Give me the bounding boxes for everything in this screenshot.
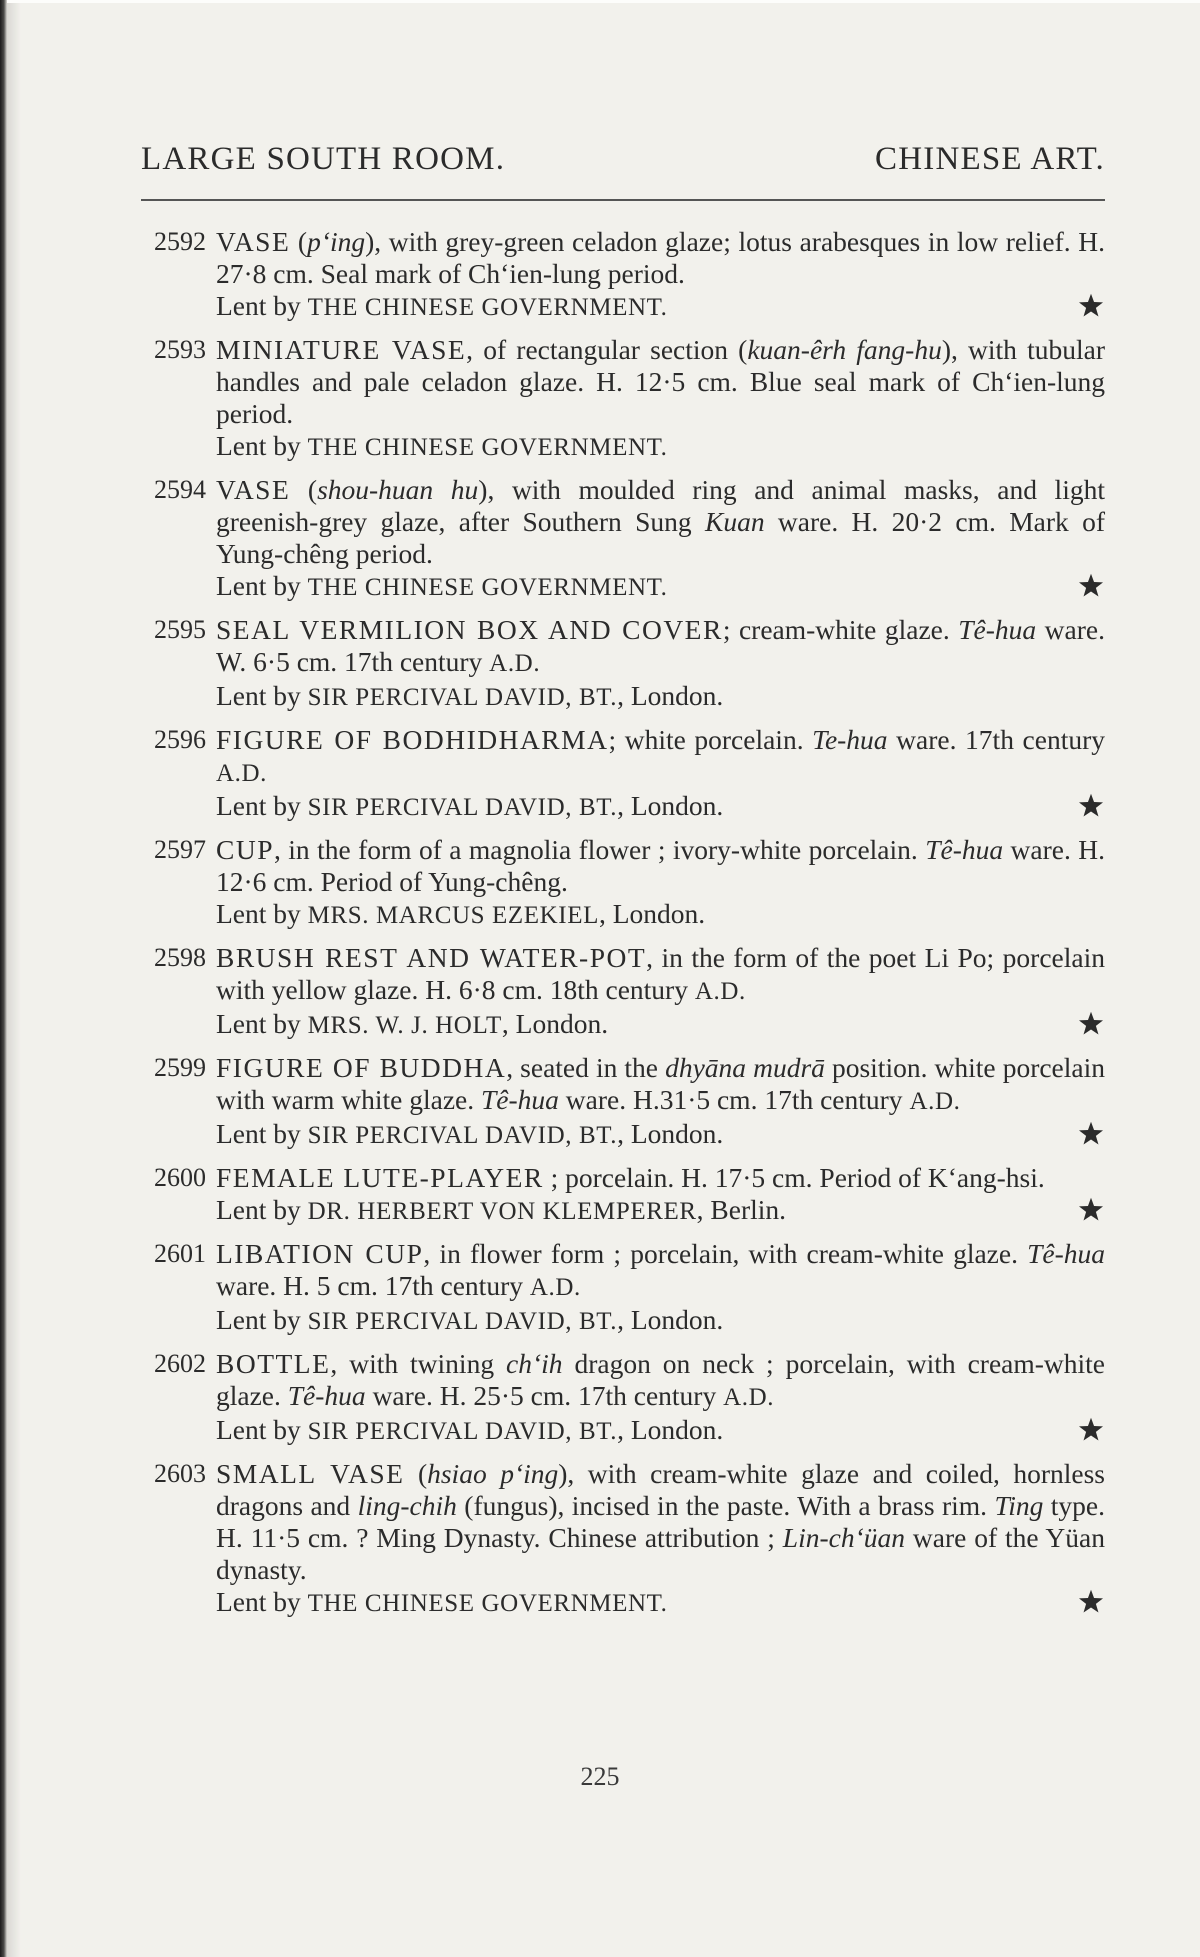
- entry-text: , with twining: [330, 1348, 507, 1379]
- entry-small-caps: A.D.: [489, 650, 541, 677]
- entry-title: BOTTLE: [216, 1348, 331, 1379]
- book-spine: [0, 0, 7, 1957]
- star-icon: [1077, 1416, 1105, 1444]
- entry-title: BRUSH REST AND WATER-POT: [216, 942, 647, 973]
- catalogue-entry: [126, 1162, 1105, 1228]
- entry-italic-term: Tê-hua: [287, 1380, 366, 1411]
- catalogue-entry: [126, 614, 1105, 714]
- entry-number: 2596: [154, 725, 206, 754]
- header-rule: [141, 199, 1105, 201]
- entry-text: , in the form of a magnolia flower ; ivory-white porcelain.: [274, 834, 926, 865]
- running-head: [141, 141, 1105, 181]
- entry-number: 2602: [154, 1349, 206, 1378]
- entry-small-caps: A.D.: [723, 1384, 775, 1411]
- catalogue-entry: [126, 1052, 1105, 1152]
- entry-number: 2592: [154, 227, 206, 256]
- entry-lender-line: [216, 790, 1105, 824]
- entry-italic-term: shou-huan hu: [317, 474, 479, 505]
- lent-by-label: Lent by: [216, 1194, 301, 1225]
- lender-name: SIR PERCIVAL DAVID, BT.: [307, 1308, 618, 1335]
- lent-by-label: Lent by: [216, 1586, 301, 1617]
- entry-text: ware. H. 20·2 cm. Mark of Yung-chêng period.: [216, 506, 1106, 569]
- catalogue-entries: [126, 226, 1105, 1630]
- lent-by-label: Lent by: [216, 790, 301, 821]
- entry-lender-line: [216, 1008, 1105, 1042]
- star-icon: [1077, 1588, 1105, 1616]
- entry-text: ware. H. 25·5 cm. 17th century: [365, 1380, 724, 1411]
- lender-name: MRS. W. J. HOLT: [307, 1012, 502, 1039]
- lender-name: SIR PERCIVAL DAVID, BT.: [307, 794, 618, 821]
- star-icon: [1077, 792, 1105, 820]
- entry-title: VASE: [216, 474, 291, 505]
- catalogue-entry: [126, 834, 1105, 932]
- lender-name: THE CHINESE GOVERNMENT.: [307, 1590, 668, 1617]
- star-icon: [1077, 1010, 1105, 1038]
- star-icon: [1077, 572, 1105, 600]
- catalogue-entry: [126, 1458, 1105, 1620]
- entry-title: FIGURE OF BUDDHA: [216, 1052, 507, 1083]
- entry-small-caps: A.D.: [694, 978, 746, 1005]
- catalogue-entry: [126, 474, 1105, 604]
- entry-title: CUP: [216, 834, 274, 865]
- lender-location: , London.: [617, 1304, 724, 1335]
- entry-italic-term: ch‘ih: [506, 1348, 563, 1379]
- entry-title: FEMALE LUTE-PLAYER: [216, 1162, 544, 1193]
- page-number: 225: [580, 1762, 620, 1791]
- lent-by-label: Lent by: [216, 680, 301, 711]
- entry-number: 2603: [154, 1459, 206, 1488]
- star-icon: [1077, 1196, 1105, 1224]
- entry-text: ), with cream-white glaze and coiled, hornless dragons and: [216, 1458, 1105, 1521]
- lent-by-label: Lent by: [216, 1414, 301, 1445]
- entry-text: ; cream-white glaze.: [722, 614, 959, 645]
- lender-name: SIR PERCIVAL DAVID, BT.: [307, 1122, 618, 1149]
- entry-text: (: [404, 1458, 428, 1489]
- entry-lender-line: [216, 680, 1105, 714]
- entry-title: FIGURE OF BODHIDHARMA: [216, 724, 609, 755]
- entry-small-caps: A.D.: [909, 1088, 961, 1115]
- entry-text: ), with tubular handles and pale celadon glaze. H. 12·5 cm. Blue seal mark of Ch‘ien-lung period.: [216, 334, 1105, 429]
- lender-name: SIR PERCIVAL DAVID, BT.: [307, 1418, 618, 1445]
- gutter-shadow: [7, 0, 21, 1957]
- entry-text: (: [290, 226, 308, 257]
- catalogue-entry: [126, 1348, 1105, 1448]
- entry-lender-line: [216, 430, 1105, 464]
- entry-small-caps: A.D.: [529, 1274, 581, 1301]
- catalogue-entry: [126, 942, 1105, 1042]
- running-head-left: LARGE SOUTH ROOM.: [141, 141, 506, 177]
- star-icon-glyph: [1077, 1196, 1105, 1224]
- lent-by-label: Lent by: [216, 1008, 301, 1039]
- entry-text: dragon on neck ; porcelain, with cream-white glaze.: [216, 1348, 1105, 1411]
- entry-italic-term: Kuan: [704, 506, 765, 537]
- entry-italic-term: Lin-ch‘üan: [782, 1522, 906, 1553]
- entry-lender-line: [216, 1194, 1105, 1228]
- entry-body: [216, 1458, 1105, 1620]
- star-icon-glyph: [1077, 792, 1105, 820]
- star-icon: [1077, 292, 1105, 320]
- entry-lender-line: [216, 1414, 1105, 1448]
- entry-text: ware. H.31·5 cm. 17th century: [558, 1084, 910, 1115]
- entry-number: 2600: [154, 1163, 206, 1192]
- entry-text: type. H. 11·5 cm. ? Ming Dynasty. Chinese attribution ;: [216, 1490, 1105, 1553]
- entry-body: [216, 474, 1105, 604]
- lender-name: SIR PERCIVAL DAVID, BT.: [307, 684, 618, 711]
- star-icon-glyph: [1077, 1120, 1105, 1148]
- entry-italic-term: p‘ing: [307, 226, 366, 257]
- page-top-edge: [7, 0, 1200, 3]
- entry-italic-term: ling-chih: [357, 1490, 457, 1521]
- entry-number: 2598: [154, 943, 206, 972]
- entry-number: 2593: [154, 335, 206, 364]
- star-icon: [1077, 1120, 1105, 1148]
- star-icon-glyph: [1077, 292, 1105, 320]
- entry-number: 2595: [154, 615, 206, 644]
- entry-lender-line: [216, 898, 1105, 932]
- entry-body: [216, 942, 1105, 1042]
- entry-italic-term: kuan-êrh fang-hu: [747, 334, 942, 365]
- entry-title: VASE: [216, 226, 291, 257]
- entry-text: ; white porcelain.: [608, 724, 813, 755]
- lender-name: THE CHINESE GOVERNMENT.: [307, 294, 668, 321]
- lender-location: , London.: [598, 898, 706, 929]
- entry-italic-term: dhyāna mudrā: [665, 1052, 825, 1083]
- entry-text: ), with grey-green celadon glaze; lotus arabesques in low relief. H. 27·8 cm. Seal mark of Ch‘ien-lung period.: [216, 226, 1105, 289]
- entry-italic-term: Tê-hua: [958, 614, 1037, 645]
- star-icon-glyph: [1077, 572, 1105, 600]
- entry-body: [216, 1162, 1105, 1228]
- entry-lender-line: [216, 1586, 1105, 1620]
- entry-text: ware. H. 5 cm. 17th century: [216, 1270, 530, 1301]
- lent-by-label: Lent by: [216, 898, 301, 929]
- entry-body: [216, 724, 1105, 824]
- lender-location: , London.: [501, 1008, 609, 1039]
- catalogue-entry: [126, 334, 1105, 464]
- entry-italic-term: Tê-hua: [480, 1084, 559, 1115]
- entry-text: ware. H. 12·6 cm. Period of Yung-chêng.: [216, 834, 1105, 897]
- entry-text: ware. W. 6·5 cm. 17th century: [216, 614, 1105, 677]
- entry-title: SEAL VERMILION BOX AND COVER: [216, 614, 723, 645]
- catalogue-entry: [126, 1238, 1105, 1338]
- entry-body: [216, 614, 1105, 714]
- entry-italic-term: Te-hua: [812, 724, 888, 755]
- entry-number: 2601: [154, 1239, 206, 1268]
- lent-by-label: Lent by: [216, 430, 301, 461]
- entry-text: position. white porcelain with warm white glaze.: [216, 1052, 1105, 1115]
- entry-text: (: [290, 474, 318, 505]
- entry-text: ware of the Yüan dynasty.: [216, 1522, 1105, 1585]
- lender-location: , London.: [617, 1414, 724, 1445]
- entry-text: (fungus), incised in the paste. With a brass rim.: [456, 1490, 995, 1521]
- entry-lender-line: [216, 1304, 1105, 1338]
- entry-number: 2594: [154, 475, 206, 504]
- star-icon-glyph: [1077, 1588, 1105, 1616]
- lent-by-label: Lent by: [216, 1304, 301, 1335]
- entry-body: [216, 1052, 1105, 1152]
- entry-body: [216, 1348, 1105, 1448]
- entry-text: ), with moulded ring and animal masks, and light greenish-grey glaze, after Southern Sung: [216, 474, 1105, 537]
- entry-italic-term: Tê-hua: [925, 834, 1004, 865]
- lender-name: MRS. MARCUS EZEKIEL: [307, 902, 599, 929]
- entry-body: [216, 834, 1105, 932]
- entry-text: ; porcelain. H. 17·5 cm. Period of K‘ang-hsi.: [543, 1162, 1045, 1193]
- entry-italic-term: Ting: [994, 1490, 1044, 1521]
- entry-body: [216, 1238, 1105, 1338]
- star-icon-glyph: [1077, 1416, 1105, 1444]
- entry-text: , of rectangular section (: [466, 334, 748, 365]
- lender-location: , London.: [617, 680, 724, 711]
- entry-text: , in flower form ; porcelain, with cream-white glaze.: [423, 1238, 1028, 1269]
- entry-title: MINIATURE VASE: [216, 334, 467, 365]
- catalogue-entry: [126, 724, 1105, 824]
- entry-number: 2599: [154, 1053, 206, 1082]
- entry-lender-line: [216, 1118, 1105, 1152]
- entry-lender-line: [216, 290, 1105, 324]
- lender-name: THE CHINESE GOVERNMENT.: [307, 574, 668, 601]
- entry-body: [216, 226, 1105, 324]
- entry-italic-term: hsiao p‘ing: [427, 1458, 559, 1489]
- lender-location: , London.: [617, 1118, 724, 1149]
- entry-lender-line: [216, 570, 1105, 604]
- star-icon-glyph: [1077, 1010, 1105, 1038]
- entry-text: ware. 17th century: [887, 724, 1105, 755]
- entry-small-caps: A.D.: [216, 760, 268, 787]
- entry-title: SMALL VASE: [216, 1458, 405, 1489]
- lent-by-label: Lent by: [216, 570, 301, 601]
- lender-name: THE CHINESE GOVERNMENT.: [307, 434, 668, 461]
- entry-number: 2597: [154, 835, 206, 864]
- lender-name: DR. HERBERT VON KLEMPERER: [307, 1198, 697, 1225]
- lender-location: , London.: [617, 790, 724, 821]
- entry-text: , seated in the: [506, 1052, 666, 1083]
- catalogue-entry: [126, 226, 1105, 324]
- lender-location: , Berlin.: [696, 1194, 787, 1225]
- entry-title: LIBATION CUP: [216, 1238, 424, 1269]
- lent-by-label: Lent by: [216, 1118, 301, 1149]
- lent-by-label: Lent by: [216, 290, 301, 321]
- entry-body: [216, 334, 1105, 464]
- entry-italic-term: Tê-hua: [1027, 1238, 1106, 1269]
- running-head-right: CHINESE ART.: [875, 141, 1105, 177]
- entry-text: , in the form of the poet Li Po; porcelain with yellow glaze. H. 6·8 cm. 18th century: [216, 942, 1105, 1005]
